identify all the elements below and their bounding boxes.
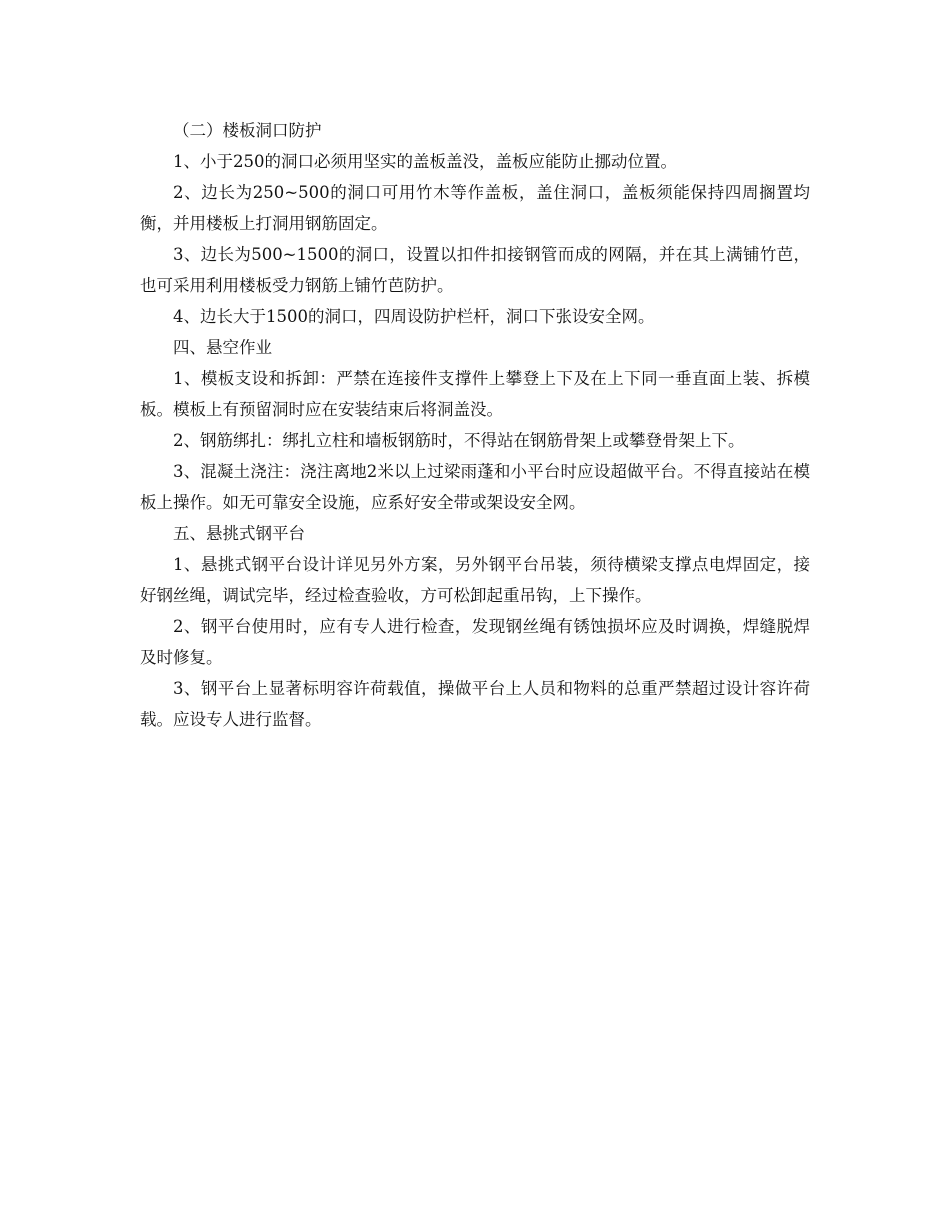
section-heading-floor-openings: （二）楼板洞口防护 [173,121,322,140]
paragraph-platform-design: 1、悬挑式钢平台设计详见另外方案，另外钢平台吊装，须待横梁支撑点电焊固定，接好钢丝绳，调试完毕，经过检查验收，方可松卸起重吊钩，上下操作。 [140,555,810,605]
paragraph-platform-load: 3、钢平台上显著标明容许荷载值，操做平台上人员和物料的总重严禁超过设计容许荷载。应设专人进行监督。 [140,679,810,729]
section-heading-cantilever-platform: 五、悬挑式钢平台 [173,524,305,543]
section-heading-suspended-work: 四、悬空作业 [173,338,272,357]
paragraph-rebar-binding: 2、钢筋绑扎：绑扎立柱和墙板钢筋时，不得站在钢筋骨架上或攀登骨架上下。 [173,431,745,450]
paragraph-opening-500-1500: 3、边长为500~1500的洞口，设置以扣件扣接钢管而成的网隔，并在其上满铺竹芭，也可采用利用楼板受力钢筋上铺竹芭防护。 [140,245,810,295]
paragraph-formwork: 1、模板支设和拆卸：严禁在连接件支撑件上攀登上下及在上下同一垂直面上装、拆模板。模板上有预留洞时应在安装结束后将洞盖没。 [140,369,810,419]
paragraph-platform-inspection: 2、钢平台使用时，应有专人进行检查，发现钢丝绳有锈蚀损坏应及时调换，焊缝脱焊及时修复。 [140,617,810,667]
paragraph-concrete-pouring: 3、混凝土浇注：浇注离地2米以上过梁雨蓬和小平台时应设超做平台。不得直接站在模板上操作。如无可靠安全设施，应系好安全带或架设安全网。 [140,462,810,512]
paragraph-opening-under-250: 1、小于250的洞口必须用坚实的盖板盖没，盖板应能防止挪动位置。 [173,152,677,171]
paragraph-opening-250-500: 2、边长为250~500的洞口可用竹木等作盖板，盖住洞口，盖板须能保持四周搁置均衡，并用楼板上打洞用钢筋固定。 [140,183,810,233]
document-body [140,115,810,735]
paragraph-opening-over-1500: 4、边长大于1500的洞口，四周设防护栏杆，洞口下张设安全网。 [173,307,655,326]
